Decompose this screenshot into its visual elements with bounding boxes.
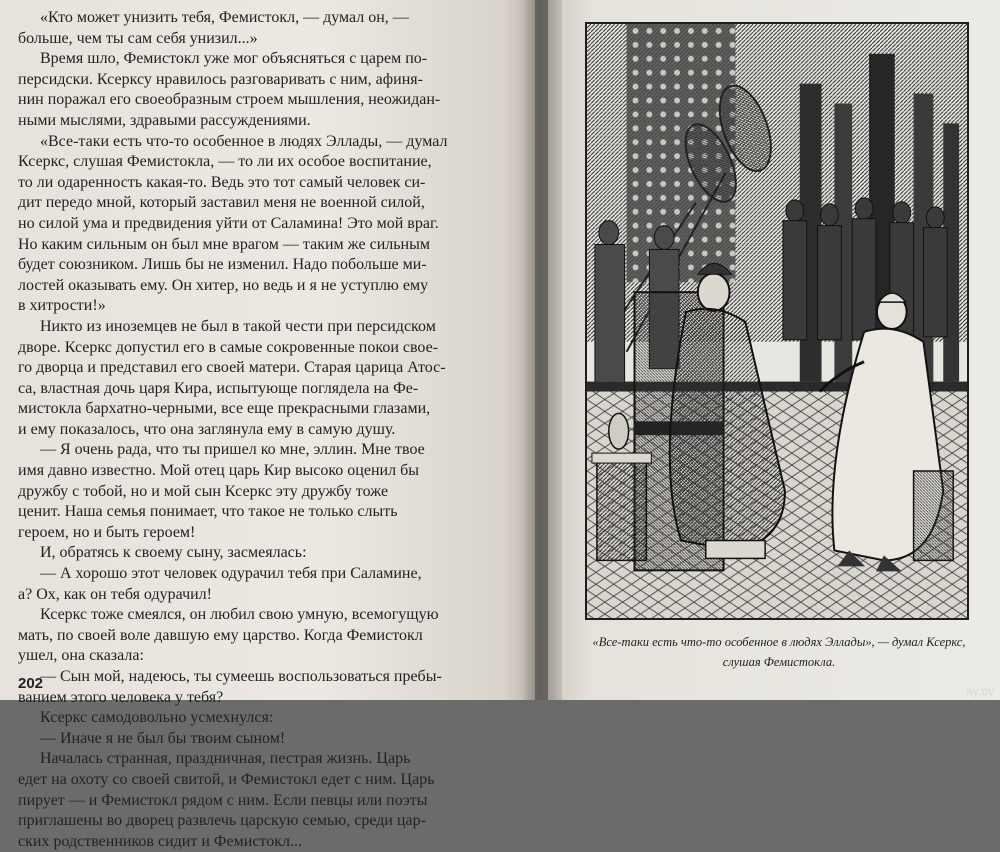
text-line: а? Ох, как он тебя одурачил! [18, 585, 212, 603]
text-line: персидски. Ксерксу нравилось разговаривать с ним, афиня- [18, 70, 423, 88]
text-line: — Иначе я не был бы твоим сыном! [40, 729, 286, 747]
watermark: ay.by [966, 684, 994, 698]
text-line: Ксеркс, слушая Фемистокла, — то ли их особое воспитание, [18, 153, 432, 171]
text-line: Но каким сильным он был мне врагом — таким же сильным [18, 235, 430, 253]
text-line: ценит. Наша семья понимает, что такое не только слыть [18, 503, 398, 521]
text-line: Ксеркс тоже смеялся, он любил свою умную, всемогущую [40, 606, 439, 624]
caption-line-2: слушая Фемистокла. [722, 655, 836, 669]
text-line: ванием этого человека у тебя? [18, 688, 224, 706]
text-line: са, властная дочь царя Кира, испытующе поглядела на Фе- [18, 379, 419, 397]
illustration [585, 22, 969, 620]
text-line: дружбу с тобой, но и мой сын Ксеркс эту дружбу тоже [18, 482, 389, 500]
text-line: «Все-таки есть что-то особенное в людях Эллады, — думал [40, 132, 448, 150]
text-line: — А хорошо этот человек одурачил тебя при Саламине, [40, 565, 422, 583]
text-line: пирует — и Фемистокл рядом с ним. Если певцы или поэты [18, 791, 428, 809]
text-line: и ему показалось, что она заглянула ему в самую душу. [18, 420, 396, 438]
text-line: ушел, она сказала: [18, 647, 144, 665]
page-number: 202 [18, 675, 44, 692]
text-line: Началась странная, праздничная, пестрая жизнь. Царь [40, 750, 411, 768]
text-line: дит передо мной, который заставил меня не военной силой, [18, 194, 425, 212]
body-text [18, 8, 518, 852]
text-line: нин поражал его своеобразным строем мышления, неожидан- [18, 91, 441, 109]
text-line: — Сын мой, надеюсь, ты сумеешь воспользоваться пребы- [40, 668, 442, 685]
illustration-engraving [587, 24, 967, 618]
text-line: го дворца и представил его своей матери. Старая царица Атос- [18, 359, 446, 377]
text-line: имя давно известно. Мой отец царь Кир высоко оценил бы [18, 462, 419, 480]
text-line: едет на охоту со своей свитой, и Фемистокл едет с ним. Царь [18, 770, 435, 788]
text-line: будет союзником. Лишь бы не изменил. Надо побольше ми- [18, 256, 427, 274]
book-gutter [522, 0, 562, 700]
text-line: — Я очень рада, что ты пришел ко мне, эллин. Мне твое [40, 441, 425, 459]
illustration-caption [565, 632, 993, 672]
text-line: в хитрости!» [18, 297, 106, 315]
text-line: Время шло, Фемистокл уже мог объясняться с царем по- [40, 50, 428, 68]
text-line: ными мыслями, здравыми рассуждениями. [18, 111, 311, 129]
text-line: но силой ума и предвидения уйти от Саламина! Это мой враг. [18, 214, 439, 232]
text-line: ских родственников сидит и Фемистокл... [18, 832, 302, 850]
text-line: Никто из иноземцев не был в такой чести при персидском [40, 317, 436, 335]
text-line: «Кто может унизить тебя, Фемистокл, — думал он, — [40, 9, 409, 26]
text-line: лостей оказывать ему. Он хитер, но ведь и я не уступлю ему [18, 276, 429, 294]
text-line: дворе. Ксеркс допустил его в самые сокровенные покои свое- [18, 338, 439, 356]
text-line: больше, чем ты сам себя унизил...» [18, 29, 258, 47]
caption-line-1: «Все-таки есть что-то особенное в людях Эллады», — думал Ксеркс, [592, 635, 966, 649]
text-line: Ксеркс самодовольно усмехнулся: [40, 709, 274, 727]
text-line: мистокла бархатно-черными, все еще прекрасными глазами, [18, 400, 431, 418]
text-line: мать, по своей воле давшую ему царство. Когда Фемистокл [18, 626, 423, 644]
text-line: И, обратясь к своему сыну, засмеялась: [40, 544, 307, 562]
text-line: приглашены во дворец развлечь царскую семью, среди цар- [18, 812, 426, 830]
text-line: героем, но и быть героем! [18, 523, 196, 541]
text-line: то ли одаренность какая-то. Ведь это тот самый человек си- [18, 173, 426, 191]
